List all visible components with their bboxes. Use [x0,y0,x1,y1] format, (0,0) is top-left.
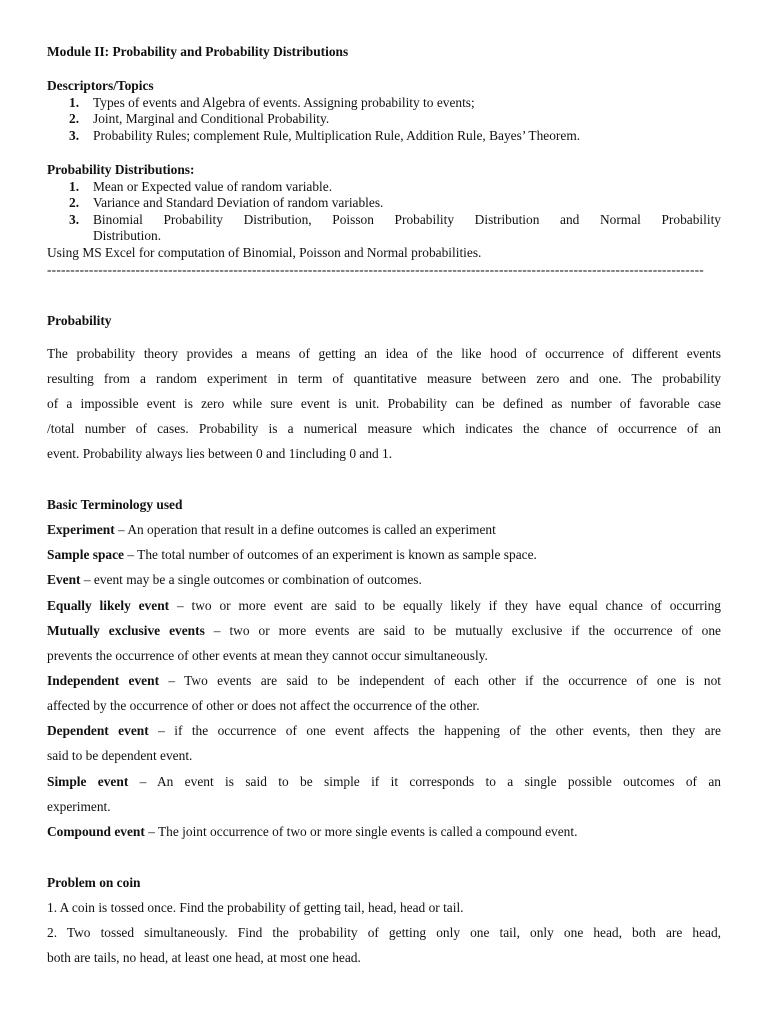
descriptors-heading: Descriptors/Topics [47,78,154,93]
distributions-heading: Probability Distributions: [47,162,195,177]
term-entry [47,623,721,639]
term-definition: – An event is said to be simple if it corresponds to a single possible outcomes of an [128,774,721,789]
term-definition-continued: affected by the occurrence of other or does not affect the occurrence of the other. [47,698,480,713]
list-text: Types of events and Algebra of events. Assigning probability to events; [93,95,475,110]
term-definition: – two or more event are said to be equally likely if they have equal chance of occurring [169,598,721,613]
term-name: Mutually exclusive events [47,623,205,638]
term-definition-continued: said to be dependent event. [47,748,193,763]
list-text: Joint, Marginal and Conditional Probability. [93,111,330,126]
separator-line: --------------------------------------------------------------------------------------------------------------------------------------------- [47,262,704,277]
term-entry [47,673,721,689]
list-text: Probability Rules; complement Rule, Multiplication Rule, Addition Rule, Bayes’ Theorem. [93,128,581,143]
list-number: 2. [69,195,80,210]
term-definition: – The total number of outcomes of an experiment is known as sample space. [124,547,537,562]
excel-line: Using MS Excel for computation of Binomial, Poisson and Normal probabilities. [47,245,482,260]
list-number: 3. [69,212,80,227]
paragraph-line: event. Probability always lies between 0 and 1including 0 and 1. [47,446,393,461]
list-item [47,212,721,228]
list-number: 1. [69,179,80,194]
term-name: Independent event [47,673,160,688]
term-entry [47,522,496,538]
term-definition: – The joint occurrence of two or more single events is called a compound event. [144,824,578,839]
problem-line: 1. A coin is tossed once. Find the probability of getting tail, head, head or tail. [47,900,464,915]
term-entry [47,774,721,790]
term-definition: – event may be a single outcomes or combination of outcomes. [80,572,422,587]
term-name: Experiment [47,522,115,537]
term-entry [47,824,577,840]
term-definition: – Two events are said to be independent of each other if the occurrence of one is not [159,673,721,688]
problem-line: 2. Two tossed simultaneously. Find the probability of getting only one tail, only one head, both are head, [47,925,721,940]
term-entry [47,547,537,563]
list-text: Binomial Probability Distribution, Poisson Probability Distribution and Normal Probability [93,212,721,227]
term-name: Equally likely event [47,598,170,613]
terminology-heading: Basic Terminology used [47,497,183,512]
term-entry [47,723,721,739]
paragraph-line: of a impossible event is zero while sure event is unit. Probability can be defined as number of favorable case [47,396,721,411]
coin-heading: Problem on coin [47,875,141,890]
term-definition: – two or more events are said to be mutually exclusive if the occurrence of one [204,623,721,638]
term-entry [47,598,721,614]
list-text-continued: Distribution. [93,228,162,243]
term-definition-continued: experiment. [47,799,111,814]
list-number: 2. [69,111,80,126]
list-text: Mean or Expected value of random variable. [93,179,333,194]
term-name: Compound event [47,824,145,839]
probability-heading: Probability [47,313,112,328]
paragraph-line: resulting from a random experiment in term of quantitative measure between zero and one. The probability [47,371,721,386]
paragraph-line: The probability theory provides a means of getting an idea of the like hood of occurrence of different events [47,346,721,361]
term-name: Simple event [47,774,129,789]
paragraph-line: /total number of cases. Probability is a numerical measure which indicates the chance of occurrence of an [47,421,721,436]
list-number: 1. [69,95,80,110]
term-entry [47,572,422,588]
module-title: Module II: Probability and Probability Distributions [47,44,349,59]
problem-line: both are tails, no head, at least one head, at most one head. [47,950,361,965]
list-text: Variance and Standard Deviation of random variables. [93,195,384,210]
term-definition-continued: prevents the occurrence of other events at mean they cannot occur simultaneously. [47,648,488,663]
list-number: 3. [69,128,80,143]
term-name: Dependent event [47,723,149,738]
term-definition: – if the occurrence of one event affects the happening of the other events, then they are [148,723,721,738]
term-name: Sample space [47,547,124,562]
term-definition: – An operation that result in a define outcomes is called an experiment [114,522,496,537]
term-name: Event [47,572,81,587]
